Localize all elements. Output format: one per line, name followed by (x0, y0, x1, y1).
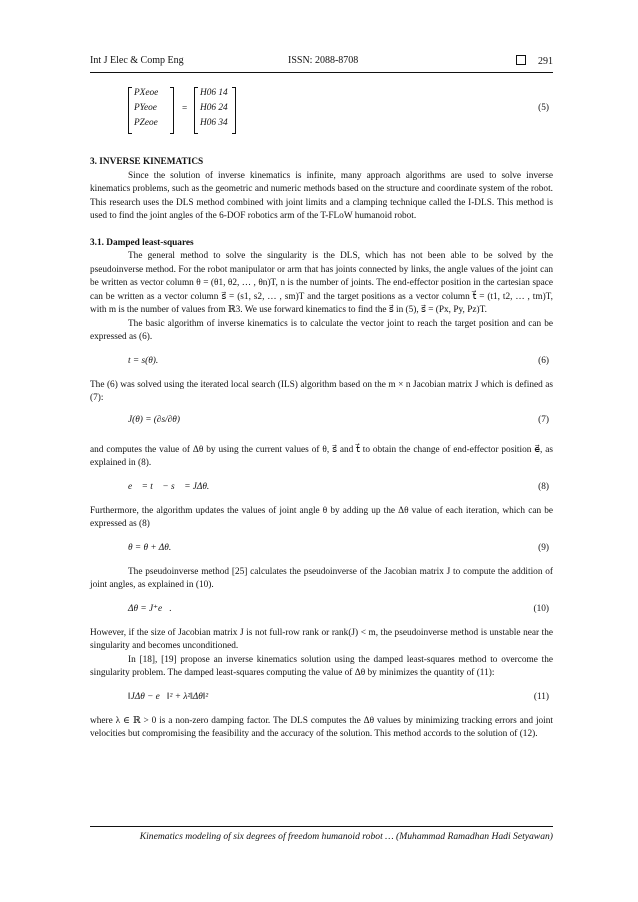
page-header (90, 55, 553, 71)
section-3-heading: 3. INVERSE KINEMATICS (90, 157, 204, 167)
equation-6: t = s(θ). (6) (128, 355, 549, 366)
equation-8: e⃗ = t⃗ − s⃗ = JΔθ. (8) (128, 481, 549, 492)
page-number: 291 (538, 56, 553, 67)
paragraph-6: The pseudoinverse method [25] calculates the pseudoinverse of the Jacobian matrix J to compute the addition of joint angles, as explained in (10). (90, 566, 553, 590)
page-footer: Kinematics modeling of six degrees of freedom humanoid robot … (Muhammad Ramadhan Hadi Setyawan) (139, 831, 553, 842)
journal-name: Int J Elec & Comp Eng (90, 55, 184, 66)
paragraph-1: The general method to solve the singularity is the DLS, which has not been able to be solved by the pseudoinverse method. For the robot manipulator or arm that has joints connected by links, the angle values of the joint can be written as vector column θ = (θ1, θ2, … , θn)T, n is the number of joints. The end-effector position in the cartesian space can be written as a vector column s⃗ = (s1, s2, … , sm)T and the target positions as a vector column t⃗ = (t1, t2, … , tm)T, with m is the number of values from ℝ3. We use forward kinematics to find the s⃗ in (5), s⃗ = (Px, Py, Pz)T. (90, 251, 553, 315)
issn: ISSN: 2088-8708 (288, 55, 359, 66)
paragraph-8: In [18], [19] propose an inverse kinematics solution using the damped least-squares method to overcome the singularity problem. The damped least-squares computing the value of Δθ by minimizes the quantity of (11): (90, 654, 553, 678)
equation-11: ‖JΔθ − e⃗‖² + λ²‖Δθ‖² (11) (128, 691, 549, 702)
page-body (90, 86, 553, 742)
checkbox-icon (516, 55, 526, 65)
paragraph-2: The basic algorithm of inverse kinematics is to calculate the vector joint to reach the target position and can be expressed as (6). (90, 318, 553, 342)
eq5-number: (5) (538, 103, 549, 113)
paragraph-9: where λ ∈ ℝ > 0 is a non-zero damping factor. The DLS computes the Δθ values by minimizing tracking errors and joint velocities but compromising the feasibility and the accuracy of the solution. This method accords to the solution of (12). (90, 715, 553, 739)
section-3-paragraph: Since the solution of inverse kinematics is infinite, many approach algorithms are used to solve inverse kinematics problems, such as the geometric and numeric methods based on the structure and coordinate system of the robot. This research uses the DLS method combined with joint limits and a clamping technique called the I-DLS. This method is used to find the joint angles of the 6-DOF robotics arm of the T-FLoW humanoid robot. (90, 170, 553, 221)
equation-5: PXeoe PYeoe PZeoe = H06 14 H06 24 H06 34 (5) (90, 86, 553, 134)
paragraph-4: and computes the value of Δθ by using the current values of θ, s⃗ and t⃗ to obtain the change of end-effector position e⃗, as explained in (8). (90, 444, 553, 468)
paragraph-3: The (6) was solved using the iterated local search (ILS) algorithm based on the m × n Jacobian matrix J which is defined as (7): (90, 379, 553, 403)
equation-9: θ = θ + Δθ. (9) (128, 542, 549, 553)
equation-7: J(θ) = (∂s/∂θ) (7) (128, 414, 549, 425)
equation-10: Δθ = J⁺e⃗. (10) (128, 603, 549, 614)
page-number-block (516, 55, 553, 67)
paragraph-7: However, if the size of Jacobian matrix J is not full-row rank or rank(J) < m, the pseudoinverse method is unstable near the singularity and becomes unconditioned. (90, 627, 553, 651)
header-rule (90, 72, 553, 73)
footer-rule (90, 826, 553, 827)
eq5-left-vector: PXeoe PYeoe PZeoe (134, 88, 159, 128)
paragraph-5: Furthermore, the algorithm updates the values of joint angle θ by adding up the Δθ value of each iteration, which can be expressed as (8) (90, 505, 553, 529)
section-3-1-heading: 3.1. Damped least-squares (90, 237, 194, 248)
eq5-right-vector: H06 14 H06 24 H06 34 (200, 88, 228, 128)
